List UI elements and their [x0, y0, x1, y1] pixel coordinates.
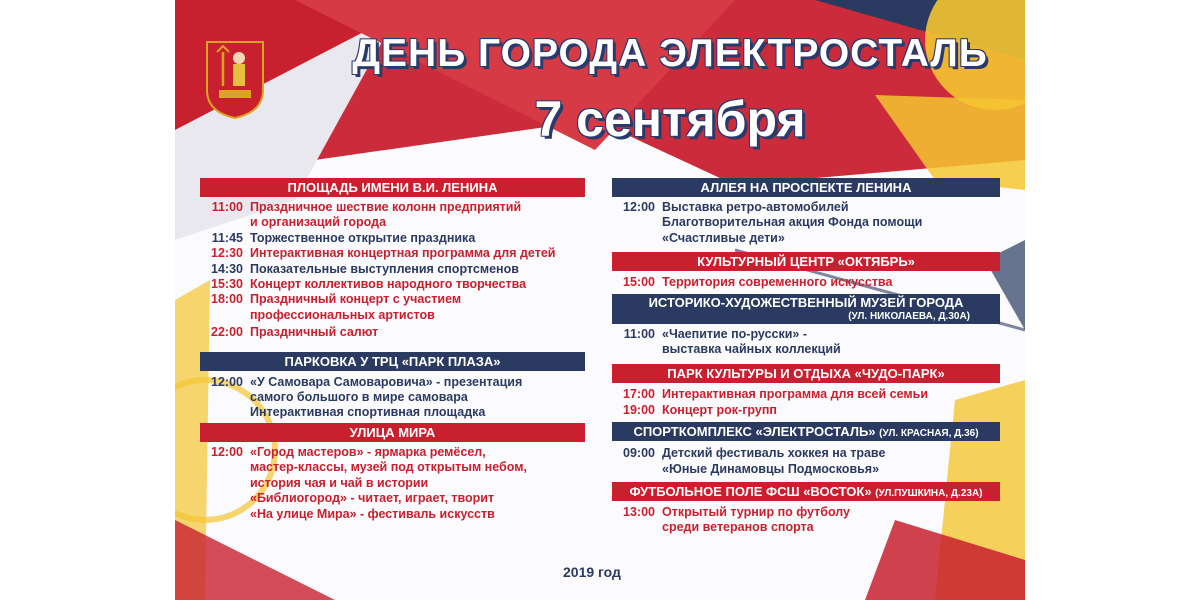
event-date: 7 сентября: [534, 91, 806, 147]
section-header-vostok-field: ФУТБОЛЬНОЕ ПОЛЕ ФСШ «ВОСТОК» (УЛ.ПУШКИНА, Д.23А): [612, 482, 1000, 501]
event-row: 12:00 «Город мастеров» - ярмарка ремёсел, мастер-классы, музей под открытым небом, история чая и чай в истории «Библиогород» - читает, играет, творит «На улице Мира» - фестиваль искусств: [211, 444, 527, 521]
section-header-oktyabr: КУЛЬТУРНЫЙ ЦЕНТР «ОКТЯБРЬ»: [612, 252, 1000, 271]
event-row: 15:30 Концерт коллективов народного творчества: [211, 277, 527, 292]
event-row: 11:45 Торжественное открытие праздника: [211, 230, 476, 245]
section-header-lenin-square: ПЛОЩАДЬ ИМЕНИ В.И. ЛЕНИНА: [200, 178, 585, 197]
event-row: 12:30 Интерактивная концертная программа для детей: [211, 246, 556, 261]
event-row: 11:00 Праздничное шествие колонн предприятий и организаций города: [211, 200, 522, 230]
event-row: 12:00 «У Самовара Самоваровича» - презентация самого большого в мире самовара Интерактивная спортивная площадка: [211, 374, 523, 420]
event-row: 09:00 Детский фестиваль хоккея на траве «Юные Динамовцы Подмосковья»: [623, 446, 886, 476]
section-header-mira-street: УЛИЦА МИРА: [200, 423, 585, 442]
event-row: 14:30 Показательные выступления спортсменов: [211, 261, 519, 276]
section-header-chudo-park: ПАРК КУЛЬТУРЫ И ОТДЫХА «ЧУДО-ПАРК»: [612, 364, 1000, 383]
museum-address: (УЛ. НИКОЛАЕВА, Д.30А): [848, 310, 970, 322]
left-column: [200, 178, 585, 522]
event-row: 18:00 Праздничный концерт с участием профессиональных артистов: [211, 292, 462, 322]
event-row: 13:00 Открытый турнир по футболу среди ветеранов спорта: [623, 505, 850, 535]
right-column: [612, 178, 1000, 536]
event-row: 19:00 Концерт рок-групп: [623, 402, 777, 417]
event-row: 22:00 Праздничный салют: [211, 325, 379, 340]
event-row: 15:00 Территория современного искусства: [623, 275, 893, 290]
event-row: 17:00 Интерактивная программа для всей семьи: [623, 387, 929, 402]
footer-year: 2019 год: [563, 564, 621, 580]
city-coat-of-arms-icon: [205, 40, 265, 120]
section-header-lenin-avenue: АЛЛЕЯ НА ПРОСПЕКТЕ ЛЕНИНА: [612, 178, 1000, 197]
poster-title: ДЕНЬ ГОРОДА ЭЛЕКТРОСТАЛЬ: [352, 32, 988, 75]
poster: [175, 0, 1025, 600]
section-header-sport-complex: СПОРТКОМПЛЕКС «ЭЛЕКТРОСТАЛЬ» (УЛ. КРАСНАЯ, Д.36): [612, 422, 1000, 441]
section-header-park-plaza: ПАРКОВКА У ТРЦ «ПАРК ПЛАЗА»: [200, 352, 585, 371]
section-header-museum: ИСТОРИКО-ХУДОЖЕСТВЕННЫЙ МУЗЕЙ ГОРОДА (УЛ. НИКОЛАЕВА, Д.30А): [612, 294, 1000, 324]
event-row: 12:00 Выставка ретро-автомобилей Благотворительная акция Фонда помощи «Счастливые дети»: [623, 200, 923, 245]
event-row: 11:00 «Чаепитие по-русски» - выставка чайных коллекций: [623, 326, 841, 357]
